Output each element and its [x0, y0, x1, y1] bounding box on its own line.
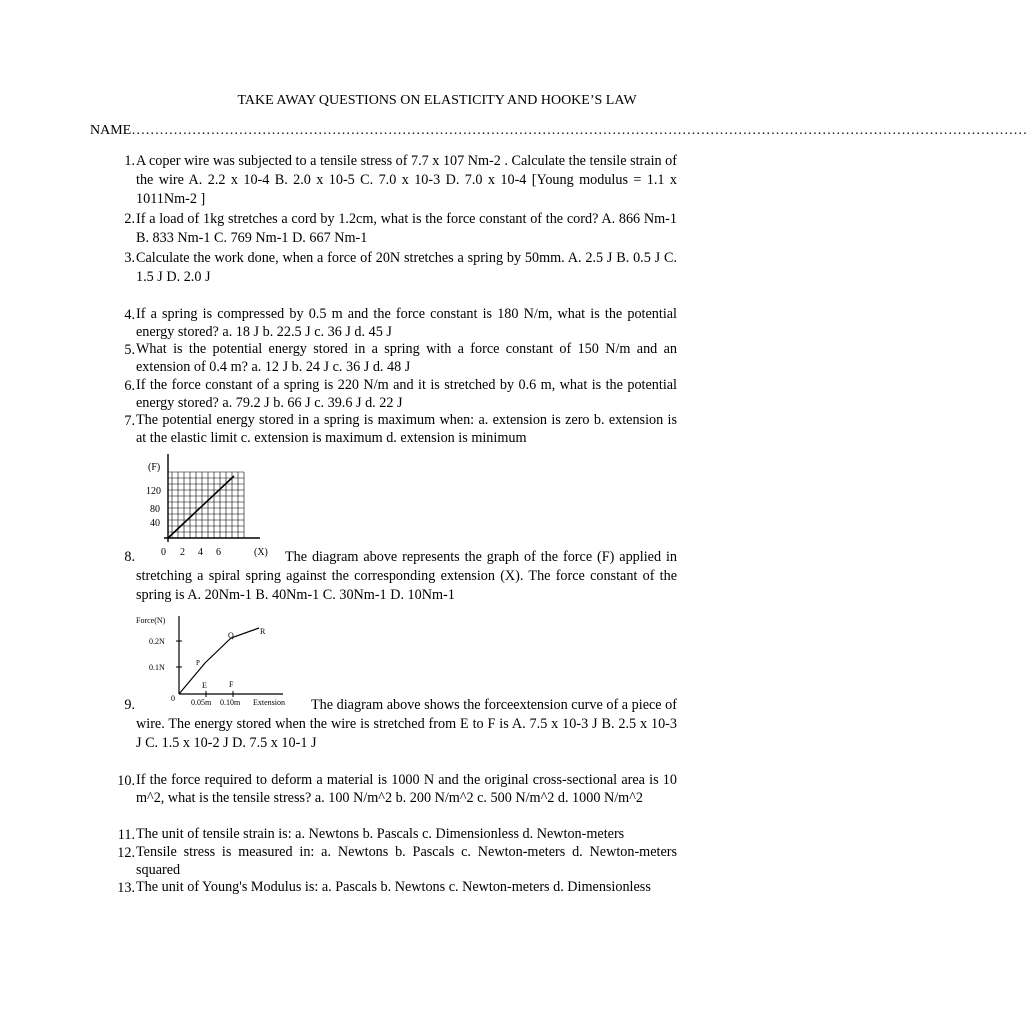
question-number: 12.: [117, 845, 135, 861]
question-13: [100, 879, 677, 897]
question-10: [100, 772, 677, 807]
question-7: [100, 412, 677, 447]
wire-force-extension-curve: [133, 610, 303, 710]
document-title: TAKE AWAY QUESTIONS ON ELASTICITY AND HOOKE’S LAW: [237, 93, 637, 108]
question-3: [100, 249, 677, 287]
y-tick-label: 0.2N: [149, 637, 165, 646]
question-11: [100, 826, 677, 844]
question-8: [100, 548, 677, 605]
question-number: 6.: [124, 378, 135, 394]
question-number: 11.: [117, 827, 135, 843]
question-text: Tensile stress is measured in: a. Newtons b. Pascals c. Newton-meters d. Newton-meters squared: [136, 844, 677, 878]
origin-label: 0: [171, 694, 175, 703]
question-text: The potential energy stored in a spring is maximum when: a. extension is zero b. extension is at the elastic limit c. extension is maximum d. extension is minimum: [136, 412, 677, 446]
question-number: 8.: [124, 549, 135, 565]
question-9: [100, 696, 677, 753]
point-label-p: P: [196, 659, 200, 667]
question-12: [100, 844, 677, 879]
question-number: 9.: [124, 697, 135, 713]
question-text: What is the potential energy stored in a spring with a force constant of 150 N/m and an extension of 0.4 m? a. 12 J b. 24 J c. 36 J d. 48 J: [136, 341, 677, 375]
name-line: NAME…………………………………………………………………………………………………………………………………………………………………………: [90, 123, 1027, 138]
question-text: The unit of tensile strain is: a. Newtons b. Pascals c. Dimensionless d. Newton-meters: [136, 826, 625, 842]
y-tick-label: 0.1N: [149, 663, 165, 672]
question-text: A coper wire was subjected to a tensile stress of 7.7 x 107 Nm-2 . Calculate the tensile strain of the wire A. 2.2 x 10-4 B. 2.0 x 10-5 C. 7.0 x 10-3 D. 7.0 x 10-4 [Young modulus = 1.1 x 1011Nm-2 ]: [136, 153, 677, 207]
question-4: [100, 306, 677, 341]
question-text: If the force required to deform a material is 1000 N and the original cross-sectional area is 10 m^2, what is the tensile stress? a. 100 N/m^2 b. 200 N/m^2 c. 500 N/m^2 d. 1000 N/m^2: [136, 772, 677, 806]
x-tick-label: 0.05m: [191, 698, 212, 707]
x-tick-label: 6: [216, 547, 221, 558]
x-tick-label: 2: [180, 547, 185, 558]
question-text: If the force constant of a spring is 220 N/m and it is stretched by 0.6 m, what is the potential energy stored? a. 79.2 J b. 66 J c. 39.6 J d. 22 J: [136, 377, 677, 411]
y-tick-label: 40: [150, 518, 160, 529]
question-number: 1.: [124, 153, 135, 169]
force-extension-curve: [179, 628, 259, 694]
question-number: 7.: [124, 413, 135, 429]
question-text: The diagram above shows the forceextension curve of a piece of wire. The energy stored when the wire is stretched from E to F is A. 7.5 x 10-3 J B. 2.5 x 10-3 J C. 1.5 x 10-2 J D. 7.5 x 10-1 J: [136, 697, 677, 751]
question-2: [100, 210, 677, 248]
question-text: The diagram above represents the graph of the force (F) applied in stretching a spiral spring against the corresponding extension (X). The force constant of the spring is A. 20Nm-1 B. 40Nm-1 C. 30Nm-1 D. 10Nm-1: [136, 549, 677, 603]
question-6: [100, 377, 677, 412]
question-text: If a load of 1kg stretches a cord by 1.2cm, what is the force constant of the cord? A. 866 Nm-1 B. 833 Nm-1 C. 769 Nm-1 D. 667 Nm-1: [136, 211, 677, 246]
marker-label-e: E: [202, 681, 207, 690]
question-number: 4.: [124, 307, 135, 323]
y-tick-label: 120: [146, 486, 161, 497]
question-text: Calculate the work done, when a force of 20N stretches a spring by 50mm. A. 2.5 J B. 0.5 J C. 1.5 J D. 2.0 J: [136, 250, 677, 285]
question-1: [100, 152, 677, 209]
y-axis-label: (F): [148, 462, 161, 473]
marker-label-f: F: [229, 680, 234, 689]
question-number: 10.: [117, 773, 135, 789]
x-tick-label: 0: [161, 547, 166, 558]
question-number: 2.: [124, 211, 135, 227]
x-axis-label: (X): [254, 547, 268, 558]
question-number: 3.: [124, 250, 135, 266]
y-axis-label: Force(N): [136, 616, 166, 625]
question-text: The unit of Young's Modulus is: a. Pascals b. Newtons c. Newton-meters d. Dimensionless: [136, 879, 651, 895]
x-axis-label: Extension: [253, 698, 285, 707]
point-label-q: Q: [228, 631, 234, 640]
point-label-r: R: [260, 627, 266, 636]
question-text: If a spring is compressed by 0.5 m and the force constant is 180 N/m, what is the potential energy stored? a. 18 J b. 22.5 J c. 36 J d. 45 J: [136, 306, 677, 340]
question-number: 5.: [124, 342, 135, 358]
question-5: [100, 341, 677, 376]
question-number: 13.: [117, 880, 135, 896]
y-tick-label: 80: [150, 504, 160, 515]
x-tick-label: 4: [198, 547, 203, 558]
x-tick-label: 0.10m: [220, 698, 241, 707]
force-extension-graph: [130, 450, 280, 562]
